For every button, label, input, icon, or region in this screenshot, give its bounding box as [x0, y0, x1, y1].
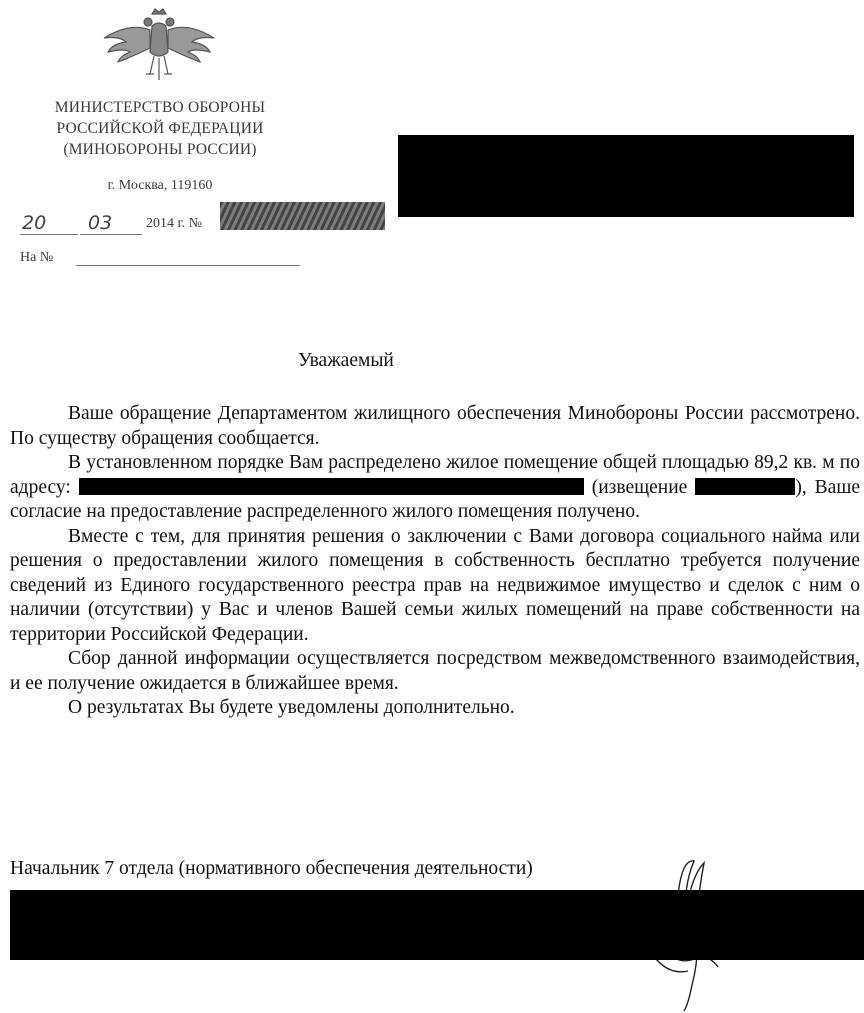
paragraph-2-text-c: ), Ваше согласие на предоставление распределенного жилого помещения получено.	[10, 476, 860, 522]
paragraph-2	[10, 451, 860, 525]
reference-line	[20, 250, 320, 270]
signoff-title: Начальник 7 отдела (нормативного обеспечения деятельности)	[10, 858, 533, 879]
date-day: 20	[22, 212, 47, 234]
ref-label: На №	[20, 250, 54, 265]
paragraph-2-text-b: (извещение	[591, 476, 688, 498]
org-line-3: (МИНОБОРОНЫ РОССИИ)	[63, 141, 257, 158]
city-address: г. Москва, 119160	[107, 178, 213, 193]
org-line-1: МИНИСТЕРСТВО ОБОРОНЫ	[54, 99, 266, 116]
eagle-emblem-icon	[100, 8, 218, 86]
salutation: Уважаемый	[298, 350, 394, 371]
signatory-redaction	[10, 890, 864, 960]
paragraph-4: Сбор данной информации осуществляется посредством межведомственного взаимодействия, и ее получение ожидается в ближайшее время.	[10, 648, 860, 694]
paragraph-3: Вместе с тем, для принятия решения о заключении с Вами договора социального найма или решения о предоставлении жилого помещения в собственность бесплатно требуется получение сведений из Единого государственного реестра прав на недвижимое имущество и сделок с ним о наличии (отсутствии) у Вас и членов Вашей семьи жилых помещений на праве собственности на территории Российской Федерации.	[10, 525, 860, 645]
letter-body	[10, 402, 860, 721]
address-redaction	[79, 478, 584, 495]
organization-name	[20, 97, 300, 160]
notice-number-redaction	[695, 478, 795, 495]
date-month: 03	[88, 212, 113, 234]
date-year-label: 2014 г. №	[146, 216, 203, 231]
outgoing-number-scribble	[220, 202, 385, 230]
recipient-redaction	[398, 135, 854, 217]
paragraph-5: О результатах Вы будете уведомлены дополнительно.	[68, 697, 515, 718]
paragraph-1: Ваше обращение Департаментом жилищного обеспечения Минобороны России рассмотрено. По существу обращения сообщается.	[10, 403, 860, 449]
date-number-line	[20, 210, 400, 240]
org-line-2: РОССИЙСКОЙ ФЕДЕРАЦИИ	[56, 120, 264, 137]
paragraph-2-text-a: В установленном порядке Вам распределено жилое помещение общей площадью 89,2 кв. м по адресу:	[10, 452, 860, 498]
